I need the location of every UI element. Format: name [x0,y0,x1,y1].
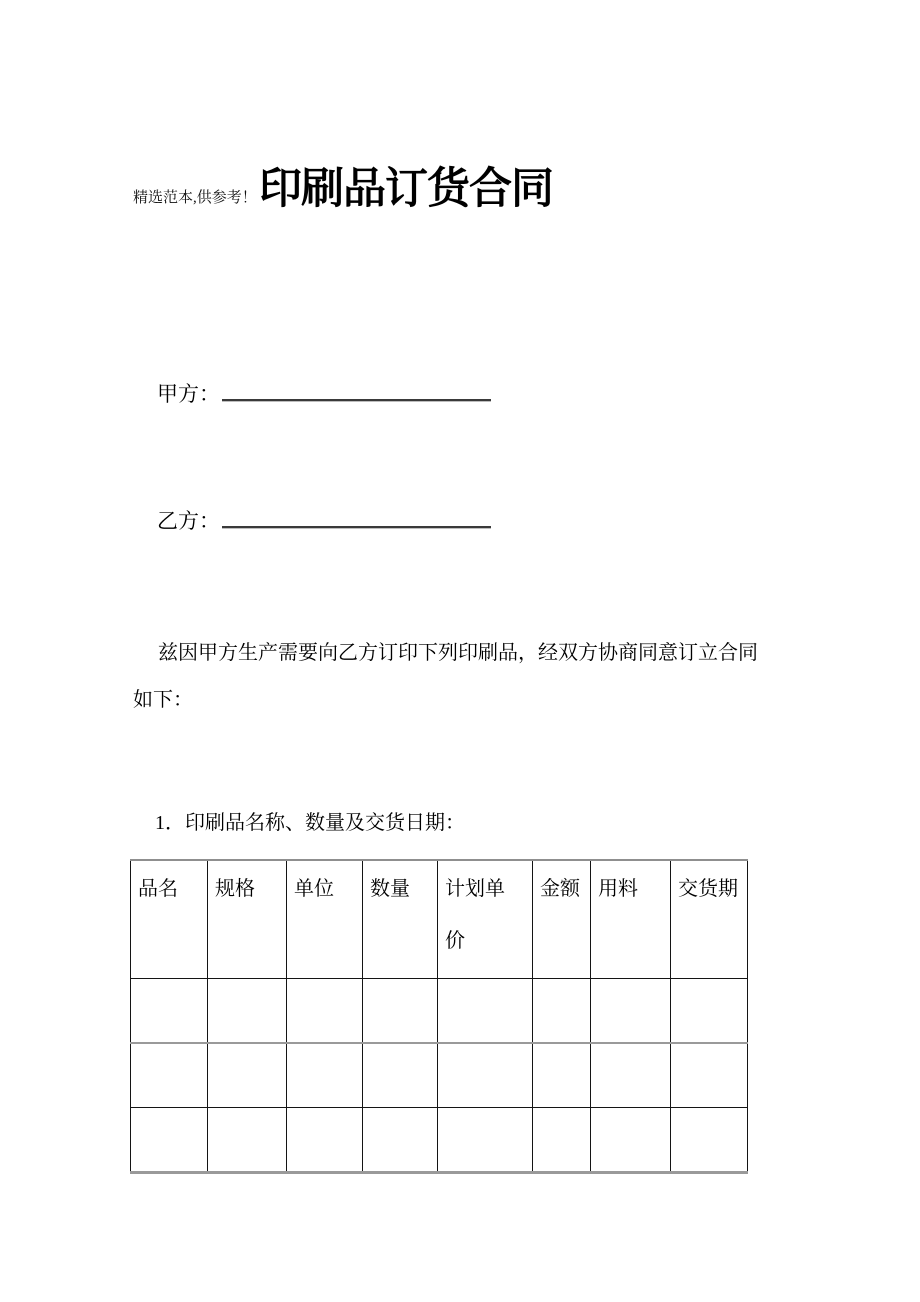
intro-paragraph [133,630,793,724]
table-cell[interactable] [287,1043,363,1108]
table-cell[interactable] [287,1108,363,1173]
table-cell[interactable] [671,1108,748,1173]
table-cell[interactable] [287,979,363,1044]
table-row [131,1108,748,1173]
table-cell[interactable] [363,1043,438,1108]
table-cell[interactable] [208,1043,287,1108]
party-a-blank[interactable] [222,381,491,401]
table-cell[interactable] [591,979,671,1044]
header-label-quantity: 数量 [370,878,410,900]
section-1-heading: 1．印刷品名称、数量及交货日期： [155,812,465,834]
header-cell-unit [287,860,363,979]
party-a-label: 甲方： [157,382,220,406]
table-cell[interactable] [363,979,438,1044]
table-header-row [131,860,748,979]
header-label-delivery-date: 交货期 [678,878,738,900]
party-a-row [157,381,491,408]
party-b-row [157,508,491,535]
table-cell[interactable] [208,1108,287,1173]
party-b-blank[interactable] [222,508,491,528]
header-label-unit: 单位 [294,878,334,900]
table-cell[interactable] [363,1108,438,1173]
table-cell[interactable] [533,1043,591,1108]
table-cell[interactable] [131,979,208,1044]
header-label-product-name: 品名 [138,878,178,900]
header-cell-planned-unit-price [438,860,533,979]
table-cell[interactable] [533,979,591,1044]
header-cell-amount [533,860,591,979]
page-title: 印刷品订货合同 [259,165,553,213]
table-cell[interactable] [438,1043,533,1108]
table-cell[interactable] [438,979,533,1044]
header-cell-spec [208,860,287,979]
table-cell[interactable] [208,979,287,1044]
table-cell[interactable] [131,1043,208,1108]
table-row [131,1043,748,1108]
intro-line-1: 兹因甲方生产需要向乙方订印下列印刷品，经双方协商同意订立合同 [158,642,758,664]
table-cell[interactable] [591,1043,671,1108]
header-cell-delivery-date [671,860,748,979]
header-label-amount: 金额 [540,878,580,900]
table-cell[interactable] [438,1108,533,1173]
intro-line-2: 如下： [133,689,193,711]
items-table [130,859,748,1174]
table-cell[interactable] [671,1043,748,1108]
header-cell-product-name [131,860,208,979]
table-cell[interactable] [671,979,748,1044]
table-cell[interactable] [533,1108,591,1173]
table-cell[interactable] [591,1108,671,1173]
header-label-planned-unit-price: 计划单价 [445,878,505,952]
header-cell-material [591,860,671,979]
party-b-label: 乙方： [157,509,220,533]
header-label-spec: 规格 [215,878,255,900]
table-cell[interactable] [131,1108,208,1173]
header-label-material: 用料 [598,878,638,900]
template-note: 精选范本,供参考！ [133,190,257,206]
header-cell-quantity [363,860,438,979]
table-row [131,979,748,1044]
